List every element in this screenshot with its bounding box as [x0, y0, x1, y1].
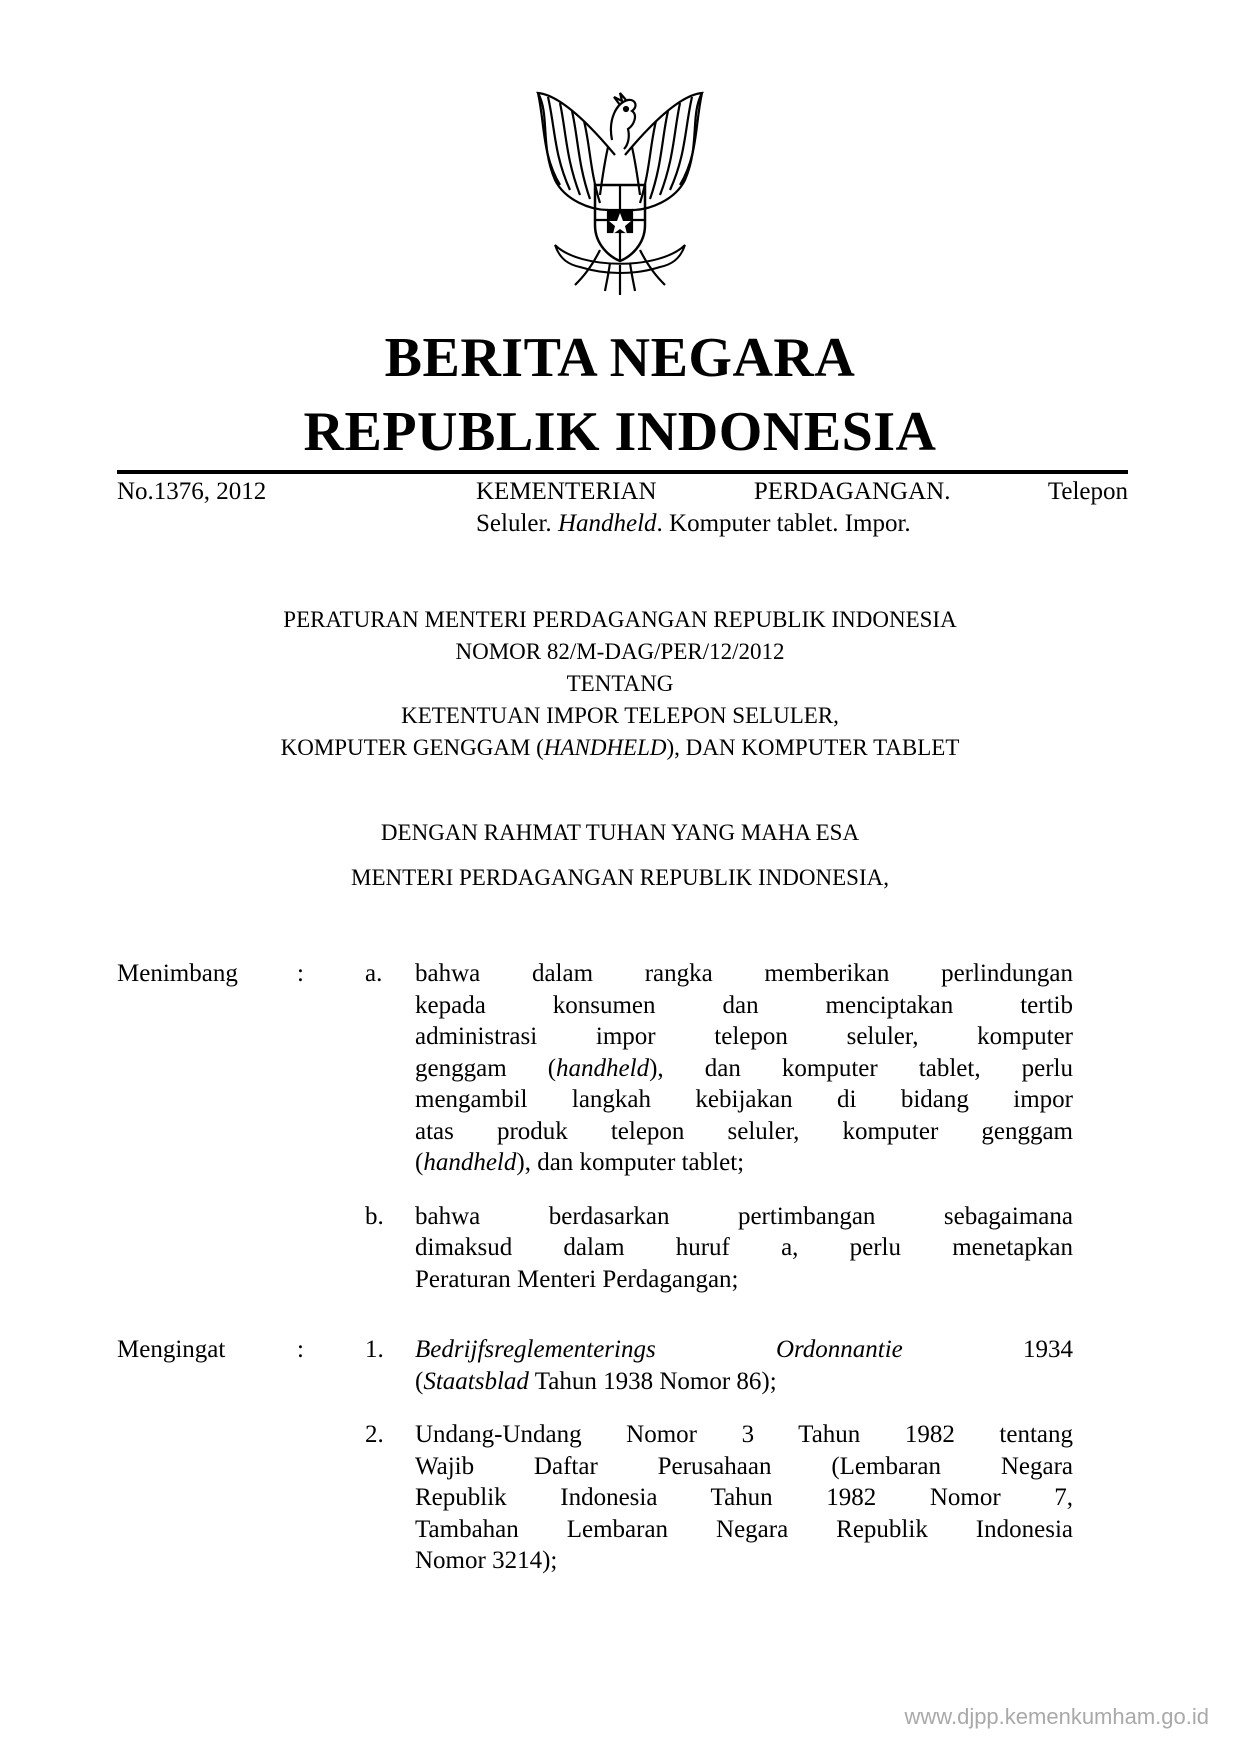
menimbang-item: [117, 1201, 1073, 1296]
text-part: ), dan komputer tablet;: [516, 1149, 745, 1176]
document-number: No.1376, 2012: [117, 478, 267, 505]
text-line: atas produk telepon seluler, komputer genggam: [415, 1117, 1073, 1145]
text-line: bahwa dalam rangka memberikan perlindungan: [415, 960, 1073, 987]
subject-word: Telepon: [1047, 478, 1128, 505]
italic-part: Ordonnantie: [775, 1336, 903, 1363]
text-line: Nomor 3214);: [415, 1547, 558, 1574]
opening-block: [0, 810, 1240, 900]
text-part: Tahun 1938 Nomor 86);: [528, 1367, 777, 1395]
section-label: Menimbang: [117, 960, 238, 987]
text-part: (: [415, 1149, 424, 1176]
text-line: bahwa berdasarkan pertimbangan sebagaimana: [415, 1202, 1073, 1230]
text-part: ), dan komputer tablet, perlu: [649, 1054, 1074, 1082]
subject-word: PERDAGANGAN.: [753, 478, 951, 505]
item-marker: 1.: [365, 1336, 384, 1363]
text-part: KOMPUTER GENGGAM (: [280, 735, 544, 760]
item-marker: 2.: [365, 1421, 384, 1448]
subject-text: Seluler.: [476, 510, 558, 537]
subject-text: . Komputer tablet. Impor.: [656, 510, 911, 537]
item-text: [415, 1419, 1073, 1577]
text-part: (: [415, 1367, 424, 1395]
subject-block: [476, 476, 1128, 540]
item-text: [415, 1201, 1073, 1296]
regulation-tentang: TENTANG: [566, 671, 674, 696]
italic-part: Staatsblad: [423, 1367, 529, 1395]
masthead-title: BERITA NEGARA: [384, 327, 856, 389]
footer-url-link[interactable]: www.djpp.kemenkumham.go.id: [904, 1704, 1209, 1729]
text-line: administrasi impor telepon seluler, komputer: [415, 1023, 1073, 1050]
text-line: [415, 1334, 1073, 1366]
menimbang-section: [117, 958, 1073, 1295]
text-line: Republik Indonesia Tahun 1982 Nomor 7,: [415, 1484, 1073, 1511]
subject-italic: Handheld: [557, 510, 657, 537]
regulation-subject-line: [0, 732, 1240, 764]
item-text: [415, 1334, 1073, 1397]
text-line: Undang-Undang Nomor 3 Tahun 1982 tentang: [415, 1421, 1073, 1448]
mengingat-item: [117, 1419, 1073, 1577]
subject-word: KEMENTERIAN: [476, 478, 657, 505]
regulation-title-line: PERATURAN MENTERI PERDAGANGAN REPUBLIK INDONESIA: [283, 607, 957, 632]
text-line: dimaksud dalam huruf a, perlu menetapkan: [415, 1234, 1073, 1261]
masthead-rule: [117, 470, 1128, 474]
text-line: [415, 1053, 1073, 1085]
italic-part: handheld: [423, 1149, 517, 1176]
italic-part: handheld: [556, 1054, 650, 1082]
regulation-title-block: [0, 604, 1240, 764]
text-line: Peraturan Menteri Perdagangan;: [415, 1265, 739, 1293]
opening-line: MENTERI PERDAGANGAN REPUBLIK INDONESIA,: [351, 865, 889, 890]
text-part: genggam (: [415, 1054, 557, 1082]
masthead-subtitle: REPUBLIK INDONESIA: [303, 401, 937, 463]
mengingat-item: [117, 1334, 1073, 1397]
text-line: mengambil langkah kebijakan di bidang impor: [415, 1086, 1073, 1113]
text-part: 1934: [1023, 1336, 1074, 1363]
italic-part: HANDHELD: [543, 735, 667, 760]
regulation-number: NOMOR 82/M-DAG/PER/12/2012: [455, 639, 785, 664]
text-line: [415, 1147, 1073, 1179]
garuda-emblem-icon: [520, 85, 720, 300]
item-marker: b.: [365, 1202, 384, 1230]
opening-line: DENGAN RAHMAT TUHAN YANG MAHA ESA: [380, 820, 860, 845]
text-line: Wajib Daftar Perusahaan (Lembaran Negara: [415, 1452, 1073, 1480]
menimbang-item: [117, 958, 1073, 1179]
italic-part: Bedrijfsreglementerings: [415, 1336, 656, 1363]
section-label: Mengingat: [117, 1336, 226, 1363]
text-line: Tambahan Lembaran Negara Republik Indonesia: [415, 1515, 1073, 1543]
mengingat-section: [117, 1334, 1073, 1577]
text-line: [415, 1366, 1073, 1398]
section-colon: :: [297, 1336, 304, 1363]
section-colon: :: [297, 960, 304, 987]
text-line: kepada konsumen dan menciptakan tertib: [415, 991, 1073, 1019]
regulation-subject-line: KETENTUAN IMPOR TELEPON SELULER,: [401, 703, 839, 728]
item-text: [415, 958, 1073, 1179]
text-part: ), DAN KOMPUTER TABLET: [666, 735, 960, 760]
item-marker: a.: [365, 960, 383, 987]
